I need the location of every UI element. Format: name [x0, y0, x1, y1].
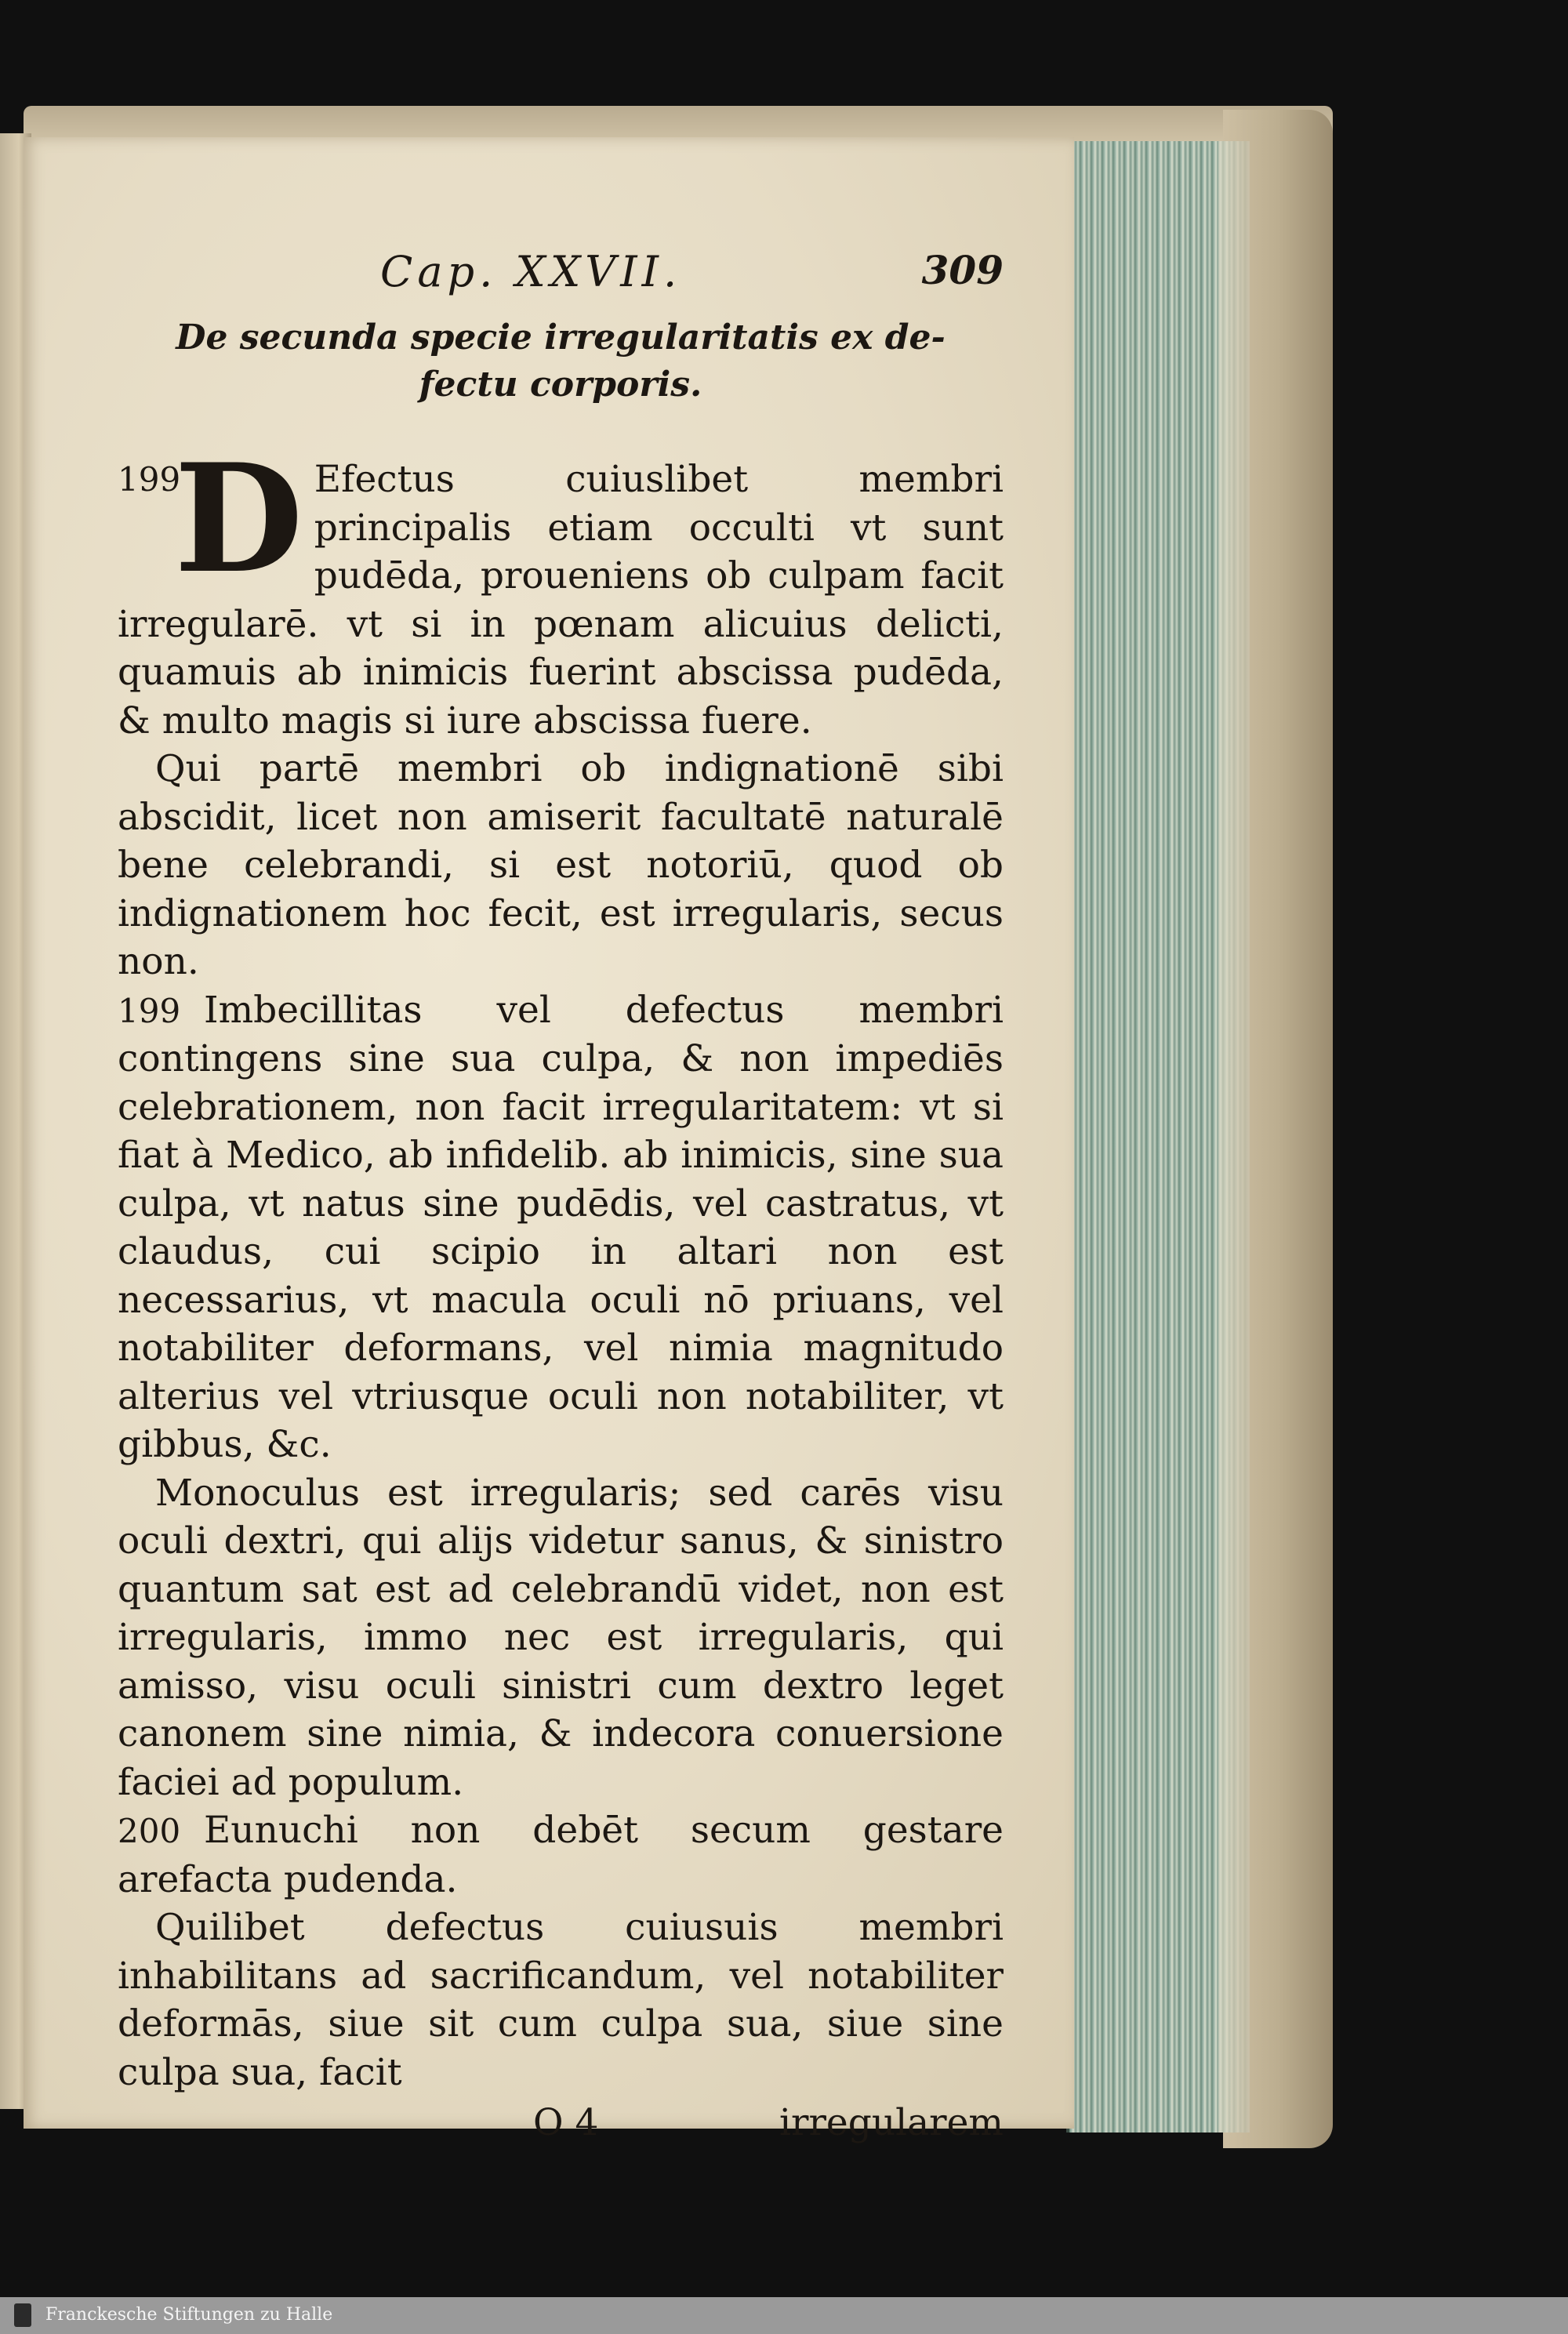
margin-number: 200 — [118, 1812, 181, 1850]
catchword: irregularem — [779, 2101, 1004, 2144]
drop-cap: D — [174, 431, 303, 606]
subtitle-line-1: De secunda specie irregularitatis ex de- — [176, 318, 946, 358]
page-footer-line — [118, 2101, 1004, 2156]
paragraph-1 — [118, 431, 1004, 745]
page-text-block — [118, 247, 1004, 2156]
page-number: 309 — [921, 247, 1004, 293]
subtitle-line-2: fectu corporis. — [419, 365, 702, 405]
running-header — [118, 247, 1004, 310]
page-block-edge — [1066, 141, 1250, 2133]
paragraph-6: Quilibet defectus cuiusuis membri inhabilitans ad sacrificandum, vel notabiliter deformās, siue sit cum culpa sua, siue sine culpa sua, facit — [118, 1906, 1004, 2094]
margin-number: 199 — [118, 460, 181, 499]
paragraph-3 — [118, 986, 1004, 1469]
institution-logo-icon — [14, 2303, 31, 2327]
footer-label: Franckesche Stiftungen zu Halle — [45, 2305, 333, 2325]
signature-mark: O 4 — [533, 2101, 599, 2144]
paragraph-5-text: Eunuchi non debēt secum gestare arefacta pudenda. — [118, 1809, 1004, 1901]
chapter-subtitle — [118, 314, 1004, 408]
paragraph-2: Qui partē membri ob indignationē sibi abscidit, licet non amiserit facultatē naturalē bene celebrandi, si est notoriū, quod ob indignationem hoc fecit, est irregularis, secus non. — [118, 747, 1004, 983]
body-text — [118, 431, 1004, 2096]
margin-number: 199 — [118, 991, 181, 1030]
chapter-heading: Cap. XXVII. — [380, 247, 682, 296]
paragraph-5 — [118, 1806, 1004, 1904]
book-page — [24, 137, 1074, 2144]
footer-bar — [0, 2297, 1568, 2334]
paragraph-3-text: Imbecillitas vel defectus membri contingens sine sua culpa, & non impediēs celebrationem, non facit irregularitatem: vt si fiat à Medico, ab infidelib. ab inimicis, sine sua culpa, vt natus sine pudēdis, vel castratus, vt claudus, cui scipio in altari non est necessarius, vt macula oculi nō priuans, vel notabiliter deformans, vel nimia magnitudo alterius vel vtriusque oculi non notabiliter, vt gibbus, &c. — [118, 988, 1004, 1466]
paragraph-4: Monoculus est irregularis; sed carēs visu oculi dextri, qui alijs videtur sanus, & sinistro quantum sat est ad celebrandū videt, non est irregularis, immo nec est irregularis, qui amisso, visu oculi sinistri cum dextro leget canonem sine nimia, & indecora conuersione faciei ad populum. — [118, 1471, 1004, 1804]
paragraph-1-text: Efectus cuiuslibet membri principalis etiam occulti vt sunt pudēda, proueniens ob culpam facit irregularē. vt si in pœnam alicuius delicti, quamuis ab inimicis fuerint abscissa pudēda, & multo magis si iure abscissa fuere. — [118, 458, 1004, 742]
